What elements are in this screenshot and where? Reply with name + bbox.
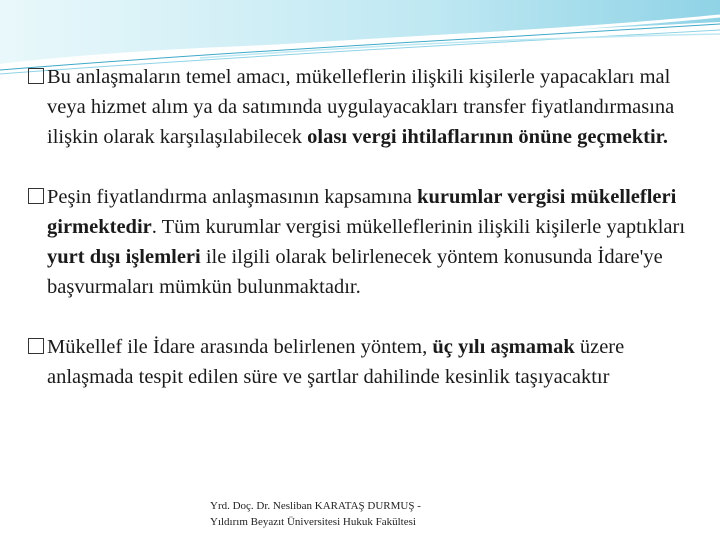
bullet-paragraph-1	[28, 62, 698, 152]
bullet-box-icon	[28, 338, 44, 354]
bullet-box-icon	[28, 188, 44, 204]
body-text: ile ilgili olarak belirlenecek yöntem konusunda İdare'ye başvurmaları mümkün bulunmaktadır.	[47, 246, 663, 298]
bullet-paragraph-3	[28, 332, 698, 392]
body-text: . Tüm kurumlar vergisi mükelleflerinin ilişkili kişilerle yaptıkları	[151, 216, 686, 238]
emphasis-text: olası vergi ihtilaflarının önüne geçmektir.	[307, 126, 668, 148]
body-text: Bu anlaşmaların temel amacı, mükelleflerin ilişkili kişilerle yapacakları mal veya hizmet alım ya da satımında uygulayacakları transfer fiyatlandırmasına ilişkin olarak karşılaşılabilecek	[47, 66, 675, 148]
footer-institution: Yıldırım Beyazıt Üniversitesi Hukuk Fakültesi	[210, 516, 416, 528]
slide-body	[28, 62, 698, 422]
bullet-box-icon	[28, 68, 44, 84]
emphasis-text: kurumlar vergisi mükellefleri girmektedir	[47, 186, 677, 238]
body-text: üzere anlaşmada tespit edilen süre ve şartlar dahilinde kesinlik taşıyacaktır	[47, 336, 625, 388]
emphasis-text: yurt dışı işlemleri	[47, 246, 201, 268]
footer-author: Yrd. Doç. Dr. Nesliban KARATAŞ DURMUŞ -	[210, 500, 421, 512]
footer-credit	[210, 498, 421, 530]
emphasis-text: üç yılı aşmamak	[432, 336, 575, 358]
body-text: Mükellef ile İdare arasında belirlenen yöntem,	[47, 336, 433, 358]
body-text: Peşin fiyatlandırma anlaşmasının kapsamına	[47, 186, 418, 208]
bullet-paragraph-2	[28, 182, 698, 302]
